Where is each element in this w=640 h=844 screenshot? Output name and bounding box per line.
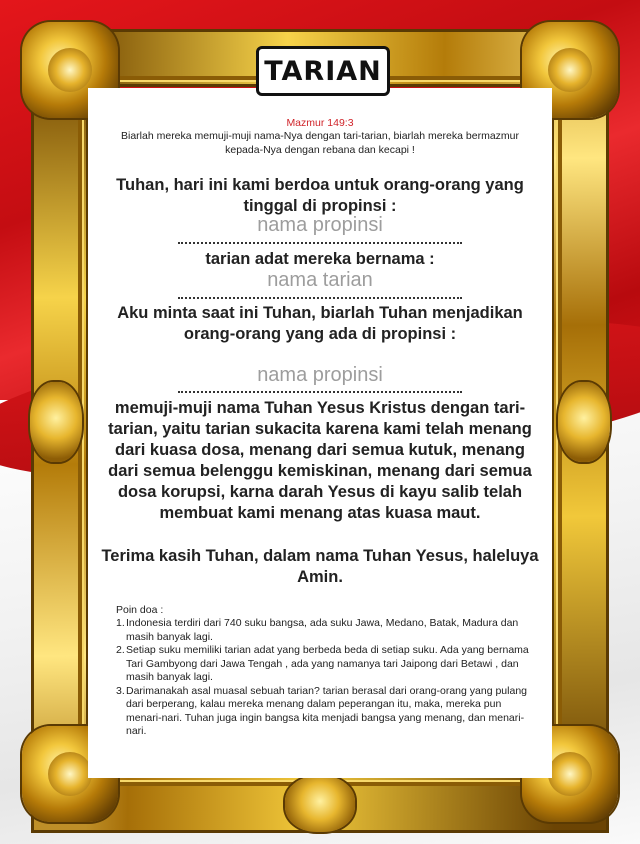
- list-item: [116, 685, 532, 739]
- verse-text: Biarlah mereka memuji-muji nama-Nya dengan tari-tarian, biarlah mereka bermazmur kepada-Nya dengan rebana dan kecapi !: [121, 130, 519, 156]
- list-item: [116, 644, 532, 685]
- placeholder-province-2: nama propinsi: [257, 364, 383, 386]
- frame-bottom-ornament: [285, 776, 355, 832]
- dotted-line-3: [178, 391, 462, 393]
- placeholder-dance-name: nama tarian: [267, 269, 373, 291]
- prayer-points-title: Poin doa :: [116, 604, 164, 616]
- frame-side-ornament-left: [30, 382, 82, 462]
- list-item: [116, 617, 532, 644]
- dotted-line-2: [178, 297, 462, 299]
- list-item-text: Indonesia terdiri dari 740 suku bangsa, ada suku Jawa, Medano, Batak, Madura dan masih banyak lagi.: [126, 617, 519, 643]
- list-item-text: Darimanakah asal muasal sebuah tarian? tarian berasal dari orang-orang yang pulang dari berperang, kalau mereka menang dalam peperangan itu, maka, mereka pun menari-nari. Tuhan juga ingin bangsa kita menjadi bangsa yang menang, dan menari-nari.: [126, 684, 527, 737]
- list-item-number: 3.: [116, 684, 125, 697]
- prayer-line-2: tarian adat mereka bernama :: [205, 250, 435, 268]
- prayer-points-list: [116, 617, 532, 739]
- prayer-closing: Terima kasih Tuhan, dalam nama Tuhan Yesus, haleluya Amin.: [101, 547, 539, 586]
- frame-side-ornament-right: [558, 382, 610, 462]
- prayer-line-1: Tuhan, hari ini kami berdoa untuk orang-orang yang tinggal di propinsi :: [116, 176, 524, 215]
- list-item-number: 1.: [116, 617, 125, 629]
- prayer-line-3: Aku minta saat ini Tuhan, biarlah Tuhan menjadikan orang-orang yang ada di propinsi :: [117, 304, 523, 343]
- page-title: TARIAN: [264, 55, 382, 87]
- list-item-text: Setiap suku memiliki tarian adat yang berbeda beda di setiap suku. Ada yang bernama Tari Gambyong dari Jawa Tengah , ada yang namanya tari Jaipong dari Betawi , dan masih banyak lagi.: [126, 644, 529, 683]
- dotted-line-1: [178, 242, 462, 244]
- prayer-line-4: memuji-muji nama Tuhan Yesus Kristus dengan tari-tarian, yaitu tarian sukacita karena kami telah menang dari kuasa dosa, menang dari semua kutuk, menang dari semua belenggu kemiskinan, menang dari semua dosa korupsi, karna darah Yesus di kayu salib telah membuat kami menang atas kuasa maut.: [108, 399, 532, 522]
- title-badge: [256, 46, 390, 96]
- list-item-number: 2.: [116, 644, 125, 656]
- verse-reference: Mazmur 149:3: [286, 117, 354, 129]
- placeholder-province-1: nama propinsi: [257, 214, 383, 236]
